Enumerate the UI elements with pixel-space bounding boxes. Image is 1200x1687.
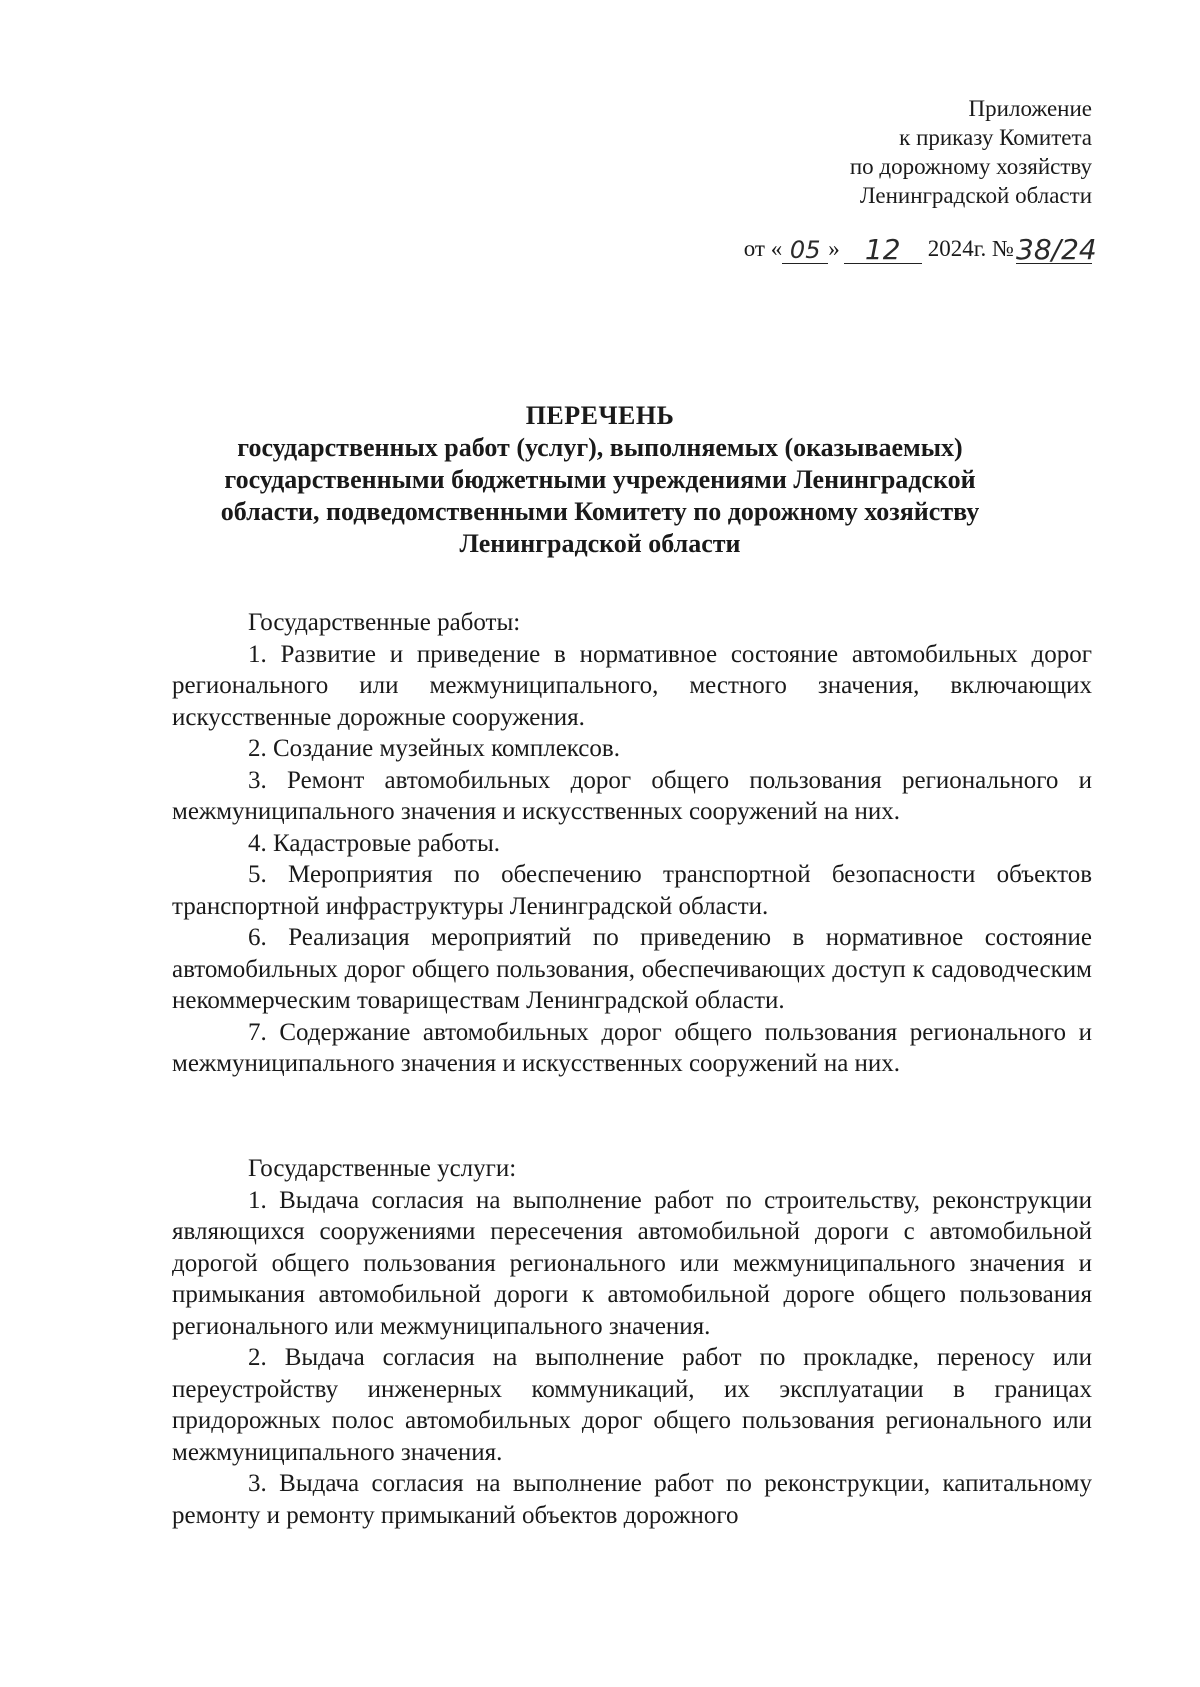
order-close-quote: »	[828, 236, 840, 261]
title-line: Ленинградской области	[459, 529, 741, 558]
appendix-line: Ленинградской области	[859, 183, 1092, 208]
works-item: 5. Мероприятия по обеспечению транспортной безопасности объектов транспортной инфраструктуры Ленинградской области.	[172, 861, 1092, 920]
document-title	[160, 400, 1040, 560]
order-prefix: от «	[743, 236, 783, 261]
title-line: государственных работ (услуг), выполняемых (оказываемых)	[237, 433, 963, 462]
handwritten-order-number: 38/24	[1016, 233, 1097, 266]
title-line: государственными бюджетными учреждениями Ленинградской	[224, 465, 976, 494]
works-item: 3. Ремонт автомобильных дорог общего пользования регионального и межмуниципального значения и искусственных сооружений на них.	[172, 766, 1092, 825]
services-item: 1. Выдача согласия на выполнение работ по строительству, реконструкции являющихся сооружениями пересечения автомобильной дороги с автомобильной дорогой общего пользования регионального или межмуниципального значения и примыкания автомобильной дороги к автомобильной дороге общего пользования регионального или межмуниципального значения.	[172, 1186, 1092, 1340]
services-section	[172, 1153, 1092, 1531]
services-heading: Государственные услуги:	[248, 1155, 517, 1182]
works-item: 7. Содержание автомобильных дорог общего пользования регионального и межмуниципального значения и искусственных сооружений на них.	[172, 1018, 1092, 1077]
order-year-text: 2024г. №	[927, 236, 1014, 261]
handwritten-day: 05	[782, 237, 828, 264]
works-item: 2. Создание музейных комплексов.	[248, 735, 620, 762]
services-item: 3. Выдача согласия на выполнение работ по реконструкции, капитальному ремонту и ремонту примыканий объектов дорожного	[172, 1470, 1092, 1529]
works-item: 4. Кадастровые работы.	[248, 829, 500, 857]
order-date-number	[743, 233, 1097, 266]
services-item: 2. Выдача согласия на выполнение работ по прокладке, переносу или переустройству инженерных коммуникаций, их эксплуатации в границах придорожных полос автомобильных дорог общего пользования регионального или межмуниципального значения.	[172, 1344, 1092, 1466]
handwritten-month: 12	[844, 237, 922, 264]
title-line: области, подведомственными Комитету по дорожному хозяйству	[220, 497, 980, 526]
works-item: 6. Реализация мероприятий по приведению в нормативное состояние автомобильных дорог общего пользования, обеспечивающих доступ к садоводческим некоммерческим товариществам Ленинградской области.	[172, 924, 1092, 1014]
works-item: 1. Развитие и приведение в нормативное состояние автомобильных дорог регионального или межмуниципального, местного значения, включающих искусственные дорожные сооружения.	[172, 640, 1092, 731]
title-main: ПЕРЕЧЕНЬ	[525, 401, 675, 430]
works-section	[172, 607, 1092, 1080]
appendix-header	[850, 94, 1092, 210]
appendix-line: к приказу Комитета	[899, 125, 1092, 150]
appendix-line: по дорожному хозяйству	[849, 154, 1092, 179]
works-heading: Государственные работы:	[248, 609, 521, 636]
appendix-line: Приложение	[968, 96, 1092, 121]
